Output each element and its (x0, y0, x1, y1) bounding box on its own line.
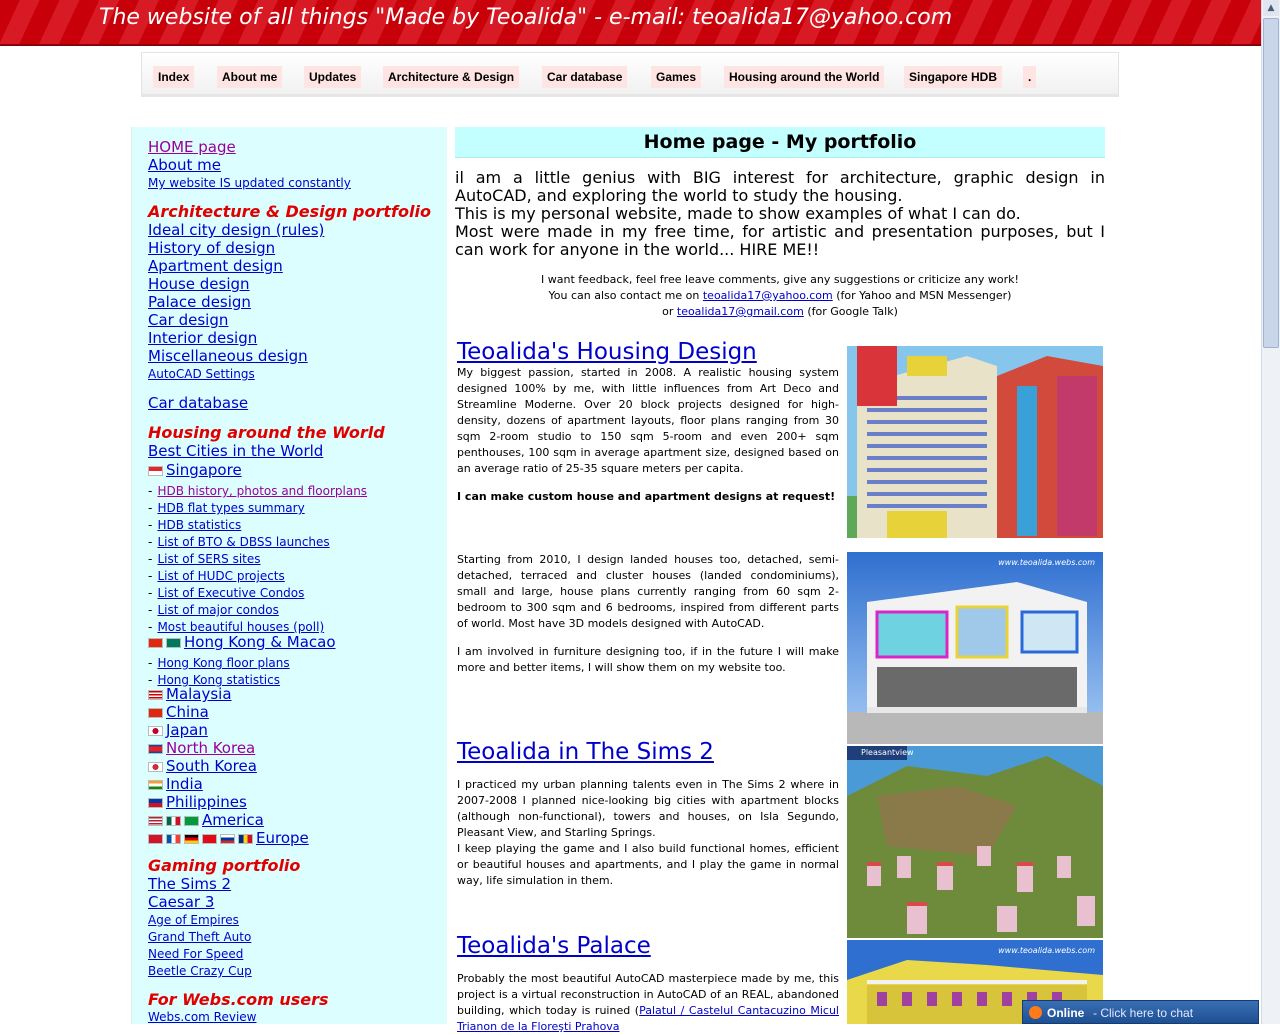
nav-updates[interactable]: Updates (304, 66, 361, 88)
brazil-flag-icon (184, 816, 199, 826)
macao-flag-icon (166, 638, 181, 648)
sidebar-singapore[interactable]: Singapore (166, 461, 242, 479)
sidebar-sims2[interactable]: The Sims 2 (148, 875, 232, 893)
chat-status-icon (1029, 1006, 1042, 1019)
dash: - (148, 586, 153, 600)
dash: - (148, 518, 153, 532)
sidebar-hdb-flat-types[interactable]: HDB flat types summary (157, 501, 305, 515)
sidebar-autocad-settings[interactable]: AutoCAD Settings (148, 367, 255, 381)
houses-para-2: I am involved in furniture designing too, if in the future I will make more and better items, I will show them on my website too. (457, 645, 839, 674)
sidebar-hk-floor-plans[interactable]: Hong Kong floor plans (157, 656, 290, 670)
intro-line-2: This is my personal website, made to show examples of what I can do. (455, 204, 1021, 223)
page-title: Home page - My portfolio (455, 127, 1105, 158)
sims2-text (457, 777, 839, 889)
palace-title[interactable]: Teoalida's Palace (457, 933, 651, 959)
palace-link[interactable]: Palatul / Castelul Cantacuzino Micul Trianon de la Floreşti Prahova (457, 1004, 839, 1033)
sidebar-ideal-city[interactable]: Ideal city design (rules) (148, 221, 325, 239)
sidebar-sers-sites[interactable]: List of SERS sites (157, 552, 261, 566)
nav-car-database[interactable]: Car database (542, 66, 627, 88)
palace-para: Probably the most beautiful AutoCAD masterpiece made by me, this project is a virtual reconstruction in AutoCAD of an REAL, abandoned building, which today is ruined ( (457, 972, 839, 1017)
nav-games[interactable]: Games (651, 66, 701, 88)
china-flag-icon (148, 708, 163, 718)
webs-heading: For Webs.com users (148, 990, 329, 1009)
dash: - (148, 620, 153, 634)
country-europe (148, 828, 309, 847)
country-japan (148, 720, 208, 739)
dash: - (148, 552, 153, 566)
sidebar-house-design[interactable]: House design (148, 275, 250, 293)
germany-flag-icon (184, 834, 199, 844)
sidebar-home[interactable]: HOME page (148, 138, 236, 156)
turkey-flag-icon (202, 834, 217, 844)
sidebar-hk-statistics[interactable]: Hong Kong statistics (157, 673, 280, 687)
sidebar-bto-dbss[interactable]: List of BTO & DBSS launches (157, 535, 330, 549)
sidebar-gta[interactable]: Grand Theft Auto (148, 930, 252, 944)
sims2-image[interactable] (847, 746, 1103, 938)
sims2-image-drawing (847, 746, 1103, 938)
japan-flag-icon (148, 726, 163, 736)
sidebar-south-korea[interactable]: South Korea (166, 757, 257, 775)
sidebar-china[interactable]: China (166, 703, 209, 721)
dash: - (148, 673, 153, 687)
nav-index[interactable]: Index (153, 66, 194, 88)
sidebar-nfs[interactable]: Need For Speed (148, 947, 244, 961)
top-navigation (141, 52, 1119, 97)
housing-design-image[interactable] (847, 346, 1103, 538)
house-image[interactable] (847, 552, 1103, 744)
scroll-up-arrow-icon[interactable]: ▲ (1263, 0, 1279, 16)
nav-singapore-hdb[interactable]: Singapore HDB (904, 66, 1002, 88)
sidebar-age-of-empires[interactable]: Age of Empires (148, 913, 239, 927)
intro-line-3: Most were made in my free time, for artistic and presentation purposes, but I can work for anyone in the world... HIRE ME!! (455, 222, 1105, 259)
house-image-drawing (847, 552, 1103, 744)
housing-heading: Housing around the World (148, 423, 385, 442)
uk-flag-icon (148, 834, 163, 844)
sidebar-webs-review[interactable]: Webs.com Review (148, 1010, 257, 1024)
dash: - (148, 656, 153, 670)
nav-housing-world[interactable]: Housing around the World (724, 66, 884, 88)
housing-design-title[interactable]: Teoalida's Housing Design (457, 339, 757, 365)
dash: - (148, 484, 153, 498)
gmail-email-link[interactable]: teoalida17@gmail.com (676, 305, 804, 318)
mexico-flag-icon (166, 816, 181, 826)
philippines-flag-icon (148, 798, 163, 808)
feedback-text: I want feedback, feel free leave comments, give any suggestions or criticize any work! (541, 273, 1019, 286)
contact-block (455, 272, 1105, 320)
nav-dot[interactable]: . (1023, 66, 1036, 88)
sidebar-palace-design[interactable]: Palace design (148, 293, 251, 311)
sidebar-hongkong[interactable]: Hong Kong & Macao (184, 633, 336, 651)
hongkong-flag-icon (148, 638, 163, 648)
russia-flag-icon (220, 834, 235, 844)
contact-pre: You can also contact me on (548, 289, 700, 302)
vertical-scrollbar[interactable] (1261, 0, 1280, 1024)
contact-or: or (662, 305, 674, 318)
nav-about-me[interactable]: About me (217, 66, 282, 88)
sims2-para-1: I practiced my urban planning talents even in The Sims 2 where in 2007-2008 I planned nice-looking big cities with apartment blocks (although non-functional), towers and houses, on Isla Segundo, Pleasant View, and Starling Springs. (457, 778, 839, 839)
chat-click-text[interactable]: - Click here to chat (1093, 1006, 1194, 1020)
sidebar-major-condos[interactable]: List of major condos (157, 603, 279, 617)
sidebar-caesar3[interactable]: Caesar 3 (148, 893, 215, 911)
gaming-heading: Gaming portfolio (148, 856, 301, 875)
country-south-korea (148, 756, 257, 775)
dash: - (148, 501, 153, 515)
arch-heading: Architecture & Design portfolio (148, 202, 431, 221)
sidebar-executive-condos[interactable]: List of Executive Condos (157, 586, 305, 600)
housing-design-para: My biggest passion, started in 2008. A realistic housing system designed 100% by me, with little influences from Art Deco and Streamline Moderne. Over 20 block projects designed for high-density, dozens of apartment layouts, floor plans ranging from 30 sqm 2-room studio to 150 sqm 5-room and even 200+ sqm penthouses, 100 sqm in average apartment size, designed based on an average ratio of 25-35 square meters per capita. (457, 366, 839, 475)
romania-flag-icon (238, 834, 253, 844)
south-korea-flag-icon (148, 762, 163, 772)
site-title: The website of all things "Made by Teoalida" - e-mail: teoalida17@yahoo.com (99, 5, 953, 30)
sidebar-best-cities[interactable]: Best Cities in the World (148, 442, 324, 460)
malaysia-flag-icon (148, 690, 163, 700)
palace-image-watermark: www.teoalida.webs.com (998, 946, 1095, 955)
nav-architecture-design[interactable]: Architecture & Design (383, 66, 519, 88)
sidebar-hudc-projects[interactable]: List of HUDC projects (157, 569, 285, 583)
dash: - (148, 535, 153, 549)
sims2-title[interactable]: Teoalida in The Sims 2 (457, 739, 714, 765)
sidebar-hdb-statistics[interactable]: HDB statistics (157, 518, 242, 532)
country-india (148, 774, 203, 793)
sidebar-japan[interactable]: Japan (166, 721, 208, 739)
country-north-korea (148, 738, 255, 757)
usa-flag-icon (148, 816, 163, 826)
house-image-watermark: www.teoalida.webs.com (998, 558, 1095, 567)
sidebar-history-design[interactable]: History of design (148, 239, 276, 257)
dash: - (148, 603, 153, 617)
sidebar-beetle-crazy-cup[interactable]: Beetle Crazy Cup (148, 964, 252, 978)
north-korea-flag-icon (148, 744, 163, 754)
palace-text (457, 971, 839, 1035)
sidebar-about[interactable]: About me (148, 156, 221, 174)
chat-widget[interactable] (1022, 1000, 1259, 1024)
housing-design-bold: I can make custom house and apartment designs at request! (457, 490, 836, 503)
country-philippines (148, 792, 247, 811)
intro-line-1: il am a little genius with BIG interest for architecture, graphic design in AutoCAD, and exploring the world to study the housing. (455, 168, 1105, 205)
india-flag-icon (148, 780, 163, 790)
sidebar-america[interactable]: America (202, 811, 264, 829)
country-china (148, 702, 209, 721)
sims2-para-2: I keep playing the game and I also build functional homes, efficient or beautiful houses and apartments, and I play the game in normal way, life simulation in them. (457, 842, 839, 887)
sidebar-north-korea[interactable]: North Korea (166, 739, 256, 757)
country-america (148, 810, 264, 829)
scroll-thumb[interactable] (1263, 18, 1279, 348)
sidebar-misc-design[interactable]: Miscellaneous design (148, 347, 308, 365)
contact-line-2 (455, 304, 1105, 320)
header-banner (0, 0, 1262, 46)
sidebar (131, 127, 447, 1024)
housing-design-text (457, 365, 839, 505)
sidebar-philippines[interactable]: Philippines (166, 793, 247, 811)
sidebar-updated[interactable]: My website IS updated constantly (148, 176, 351, 190)
houses-text (457, 552, 839, 676)
country-malaysia (148, 684, 232, 703)
france-flag-icon (166, 834, 181, 844)
yahoo-email-link[interactable]: teoalida17@yahoo.com (702, 289, 833, 302)
sidebar-hdb-history[interactable]: HDB history, photos and floorplans (157, 484, 368, 498)
sidebar-beautiful-houses[interactable]: Most beautiful houses (poll) (157, 620, 325, 634)
sidebar-india[interactable]: India (166, 775, 203, 793)
chat-online-label: Online (1047, 1006, 1085, 1020)
houses-para-1: Starting from 2010, I design landed houses too, detached, semi-detached, terraced and cluster houses (landed condominiums), small and large, house plans currently ranging from 60 sqm 2-bedroom to 300 sqm and 6 bedrooms, inspired from different parts of world. Most have 3D models designed with AutoCAD. (457, 553, 839, 630)
contact-line-1 (455, 288, 1105, 304)
gmail-post: (for Google Talk) (807, 305, 898, 318)
sidebar-malaysia[interactable]: Malaysia (166, 685, 232, 703)
sidebar-hongkong-row (148, 632, 336, 651)
sidebar-car-design[interactable]: Car design (148, 311, 229, 329)
sidebar-singapore-row (148, 460, 242, 479)
sims2-image-caption: Pleasantview (861, 748, 914, 757)
sidebar-europe[interactable]: Europe (256, 829, 309, 847)
sidebar-apartment-design[interactable]: Apartment design (148, 257, 283, 275)
sidebar-interior-design[interactable]: Interior design (148, 329, 258, 347)
sidebar-car-database[interactable]: Car database (148, 394, 249, 412)
contact-post: (for Yahoo and MSN Messenger) (836, 289, 1012, 302)
intro-text (455, 169, 1105, 259)
singapore-flag-icon (148, 466, 163, 476)
dash: - (148, 569, 153, 583)
